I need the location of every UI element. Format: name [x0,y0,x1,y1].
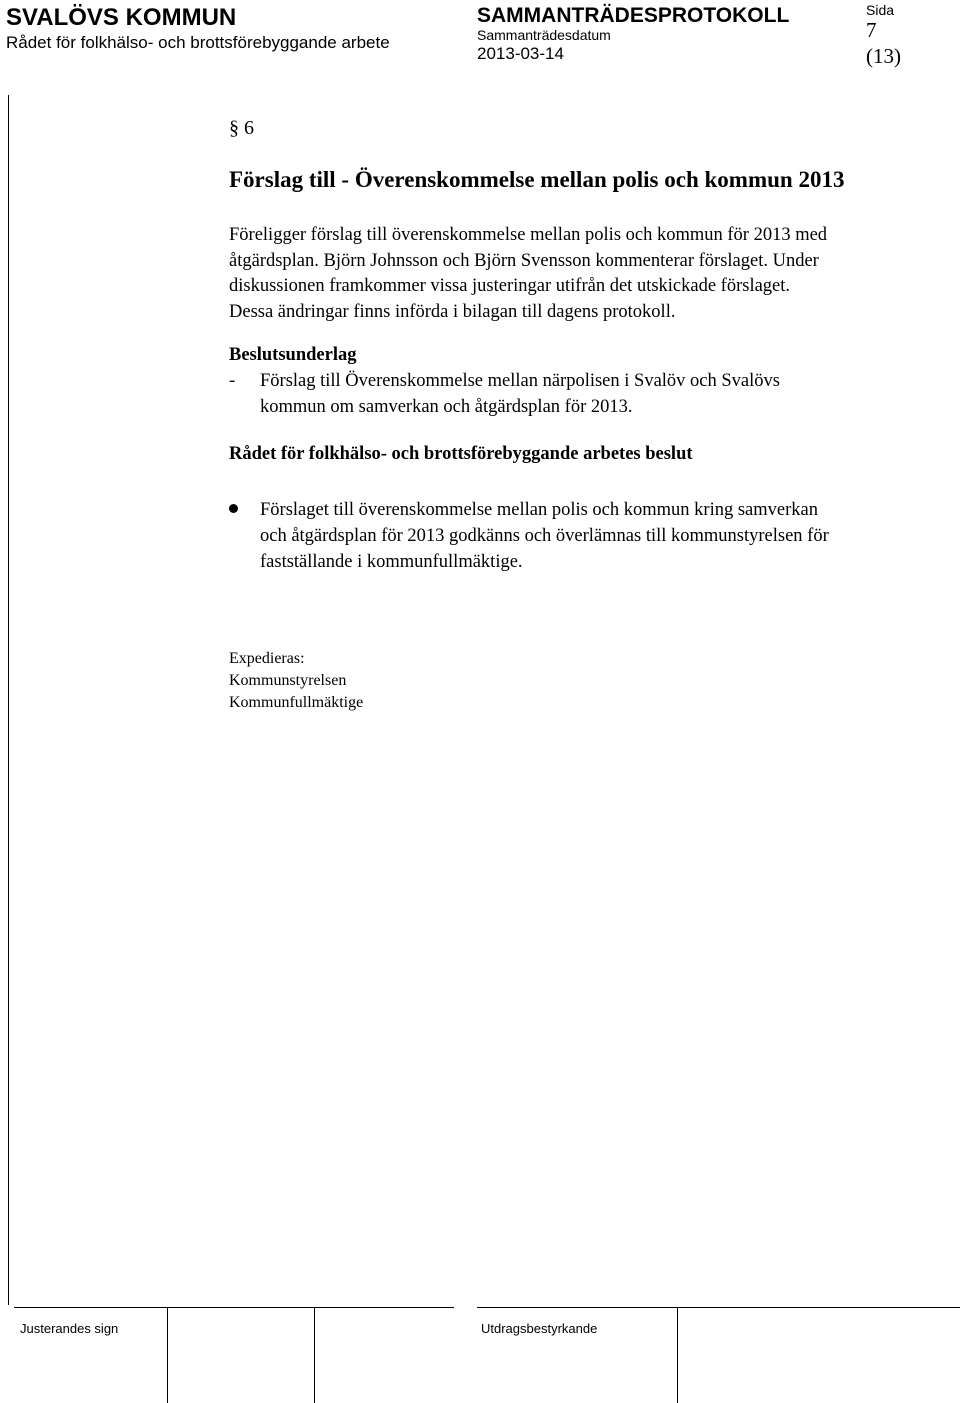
dash-marker: - [229,371,236,391]
footer-divider [314,1307,315,1403]
organization-unit: Rådet för folkhälso- och brottsförebyggande arbete [6,33,390,52]
decision-line: och åtgärdsplan för 2013 godkänns och överlämnas till kommunstyrelsen för [260,526,829,546]
bullet-icon [229,504,238,513]
underlag-line: Förslag till Överenskommelse mellan närpolisen i Svalöv och Svalövs [260,371,780,391]
section-title: Förslag till - Överenskommelse mellan polis och kommun 2013 [229,167,845,192]
distribution-label: Expedieras: [229,650,305,667]
footer-rule-left [14,1307,454,1308]
distribution-recipient: Kommunfullmäktige [229,694,364,711]
meeting-date-label: Sammanträdesdatum [477,27,611,43]
utdragsbestyrkande-label: Utdragsbestyrkande [481,1321,598,1336]
body-line: Dessa ändringar finns införda i bilagan till dagens protokoll. [229,301,676,322]
page-number: 7 [866,18,877,42]
decision-line: fastställande i kommunfullmäktige. [260,552,523,572]
organization-name: SVALÖVS KOMMUN [6,4,237,31]
footer-divider [167,1307,168,1403]
justerandes-sign-label: Justerandes sign [20,1321,119,1336]
underlag-heading: Beslutsunderlag [229,345,357,365]
meeting-date-value: 2013-03-14 [477,44,564,63]
decision-heading: Rådet för folkhälso- och brottsförebyggande arbetes beslut [229,444,693,464]
footer-divider [677,1307,678,1403]
decision-line: Förslaget till överenskommelse mellan polis och kommun kring samverkan [260,500,818,520]
section-body [229,223,929,325]
page-total: (13) [866,44,901,68]
body-line: åtgärdsplan. Björn Johnsson och Björn Svensson kommenterar förslaget. Under [229,250,819,271]
page-label: Sida [866,2,895,18]
document-title: SAMMANTRÄDESPROTOKOLL [477,4,790,27]
body-line: Föreligger förslag till överenskommelse mellan polis och kommun för 2013 med [229,225,828,245]
paragraph-number: § 6 [229,117,254,139]
underlag-line: kommun om samverkan och åtgärdsplan för 2013. [260,396,633,417]
footer-rule-right [477,1307,960,1308]
distribution-list [229,648,363,714]
distribution-recipient: Kommunstyrelsen [229,672,347,689]
body-line: diskussionen framkommer vissa justeringar utifrån det utskickade förslaget. [229,276,791,296]
margin-rule [8,95,9,1305]
